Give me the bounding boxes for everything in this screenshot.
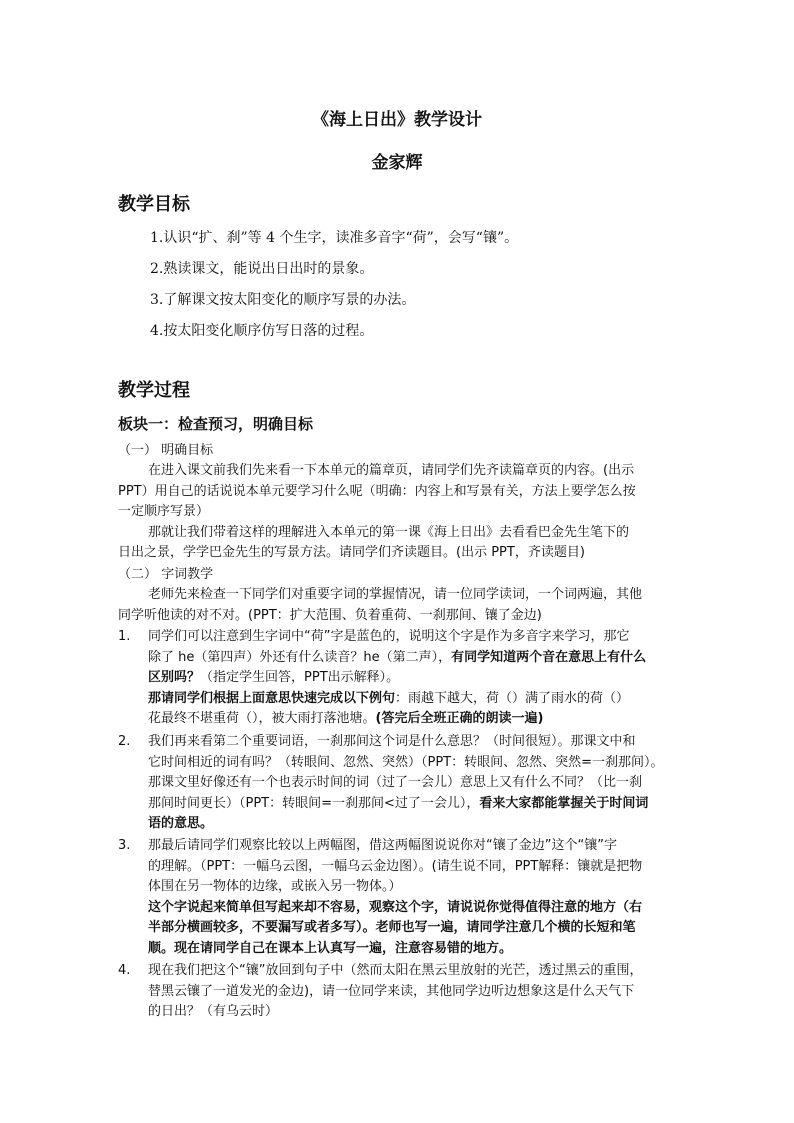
section-heading-goals: 教学目标 [118,194,190,215]
subsection-label: （一） 明确目标 [118,443,214,458]
document-author: 金家辉 [371,153,423,173]
paragraph-line: 老师先来检查一下同学们对重要字词的掌握情况，请一位同学读词，一个词两遍，其他 [148,587,643,602]
paragraph-line: 替黑云镶了一道发光的金边)，请一位同学来读，其他同学边听边想象这是什么天气下 [148,983,635,999]
text-run: 花最终不堪重荷（），被大雨打落池塘。 [148,711,376,726]
bold-text: 顺。现在请同学自己在课本上认真写一遍，注意容易错的地方。 [148,940,513,956]
text-run: 那间时间更长）（PPT：转眼间=一刹那间<过了一会儿）， [148,795,480,811]
paragraph-line: 那课文里好像还有一个也表示时间的词（过了一会儿）意思上又有什么不同？（比一刹 [148,775,643,790]
paragraph-line: 它时间相近的词有吗？（转眼间、忽然、突然）（PPT：转眼间、忽然、突然=一刹那间）。 [148,754,664,770]
paragraph-line: 的理解。（PPT：一幅乌云图，一幅乌云金边图）。(请生说不同，PPT解释：镶就是把物 [148,858,643,874]
paragraph-line: 我们再来看第二个重要词语，一刹那间这个词是什么意思？（时间很短）。那课文中和 [148,734,636,749]
paragraph-line: 那最后请同学们观察比较以上两幅图，借这两幅图说说你对“镶了金边”这个“镶”字 [148,838,617,853]
bold-text: 语的意思。 [148,816,214,831]
paragraph-line: PPT）用自己的话说说本单元要学习什么呢（明确：内容上和写景有关，方法上要学怎么按 [118,483,636,499]
bold-text: 有同学知道两个音在意思上有什么 [451,649,647,665]
paragraph-line: 日出之景，学学巴金先生的写景方法。请同学们齐读题目。(出示 PPT，齐读题目) [118,545,585,560]
goal-item: 2.熟读课文，能说出日出时的景象。 [150,261,374,277]
list-number: 4. [118,963,131,978]
bold-text: 区别吗？ [148,670,201,685]
bold-text: 半部分横画较多，不要漏写或者多写）。老师也写一遍，请同学注意几个横的长短和笔 [148,920,636,935]
subsection-label: （二） 字词教学 [118,567,214,582]
paragraph-line: 在进入课文前我们先来看一下本单元的篇章页，请同学们先齐读篇章页的内容。(出示 [148,463,635,478]
list-number: 3. [118,838,131,853]
text-run: 除了 he（第四声）外还有什么读音？he（第二声）， [148,649,452,665]
paragraph-line: 现在我们把这个“镶”放回到句子中（然而太阳在黑云里放射的光芒，透过黑云的重围， [148,963,643,978]
text-run: （指定学生回答，PPT出示解释）。 [200,670,400,685]
paragraph-line: 的日出？（有乌云时） [148,1004,279,1019]
paragraph-line: 同学听他读的对不对。(PPT：扩大范围、负着重荷、一刹那间、镶了金边) [118,607,542,623]
paragraph-line: 同学们可以注意到生字词中“荷”字是蓝色的，说明这个字是作为多音字来学习，那它 [148,629,630,644]
paragraph-line: 体围在另一物体的边缘，或嵌入另一物体。） [148,879,402,894]
bold-text: 这个字说起来简单但写起来却不容易，观察这个字，请说说你觉得值得注意的地方（右 [148,899,643,915]
bold-text: 看来大家都能掌握关于时间词 [479,795,649,811]
section-heading-process: 教学过程 [118,380,190,401]
goal-item: 3.了解课文按太阳变化的顺序写景的办法。 [150,292,416,308]
goal-item: 1.认识“扩、刹”等 4 个生字，读准多音字“荷”，会写“镶”。 [150,230,519,246]
document-title: 《海上日出》教学设计 [312,110,482,130]
paragraph [118,461,678,564]
paragraph-line: 一定顺序写景） [118,504,210,519]
bold-text: (答完后全班正确的朗读一遍) [375,711,544,726]
paragraph-line: 那就让我们带着这样的理解进入本单元的第一课《海上日出》去看看巴金先生笔下的 [148,524,630,540]
bold-text: 那请同学们根据上面意思快速完成以下例句 [148,690,396,706]
list-number: 1. [118,629,131,644]
goal-item: 4.按太阳变化顺序仿写日落的过程。 [150,323,374,339]
list-number: 2. [118,734,131,749]
block-heading: 板块一：检查预习，明确目标 [118,415,314,433]
text-run: ：雨越下越大，荷（）满了雨水的荷（） [395,690,630,706]
paragraph [118,585,678,626]
